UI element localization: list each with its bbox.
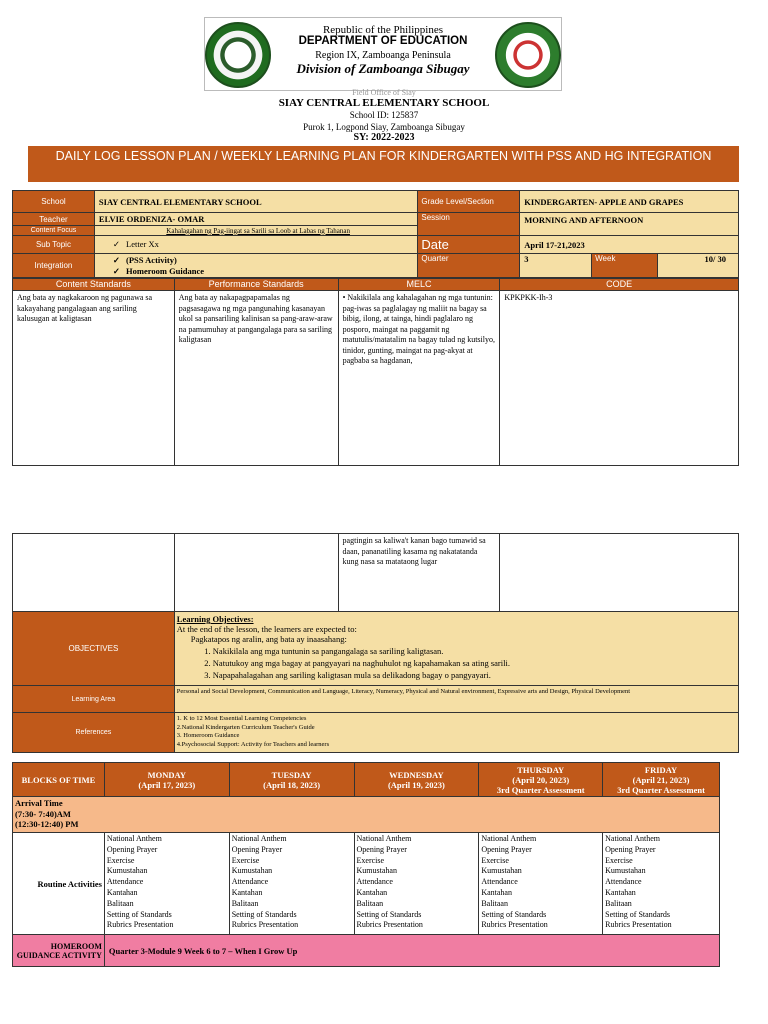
objective-item: 1. Nakikilala ang mga tuntunin sa pangangalaga sa sariling kaligtasan. [213, 646, 736, 656]
objectives-intro: At the end of the lesson, the learners are expected to: [176, 624, 357, 634]
week-label: Week [592, 254, 658, 278]
objectives-title: Learning Objectives: [176, 614, 254, 624]
teacher-value: ELVIE ORDENIZA- OMAR [94, 213, 417, 226]
routine-item: Opening Prayer [106, 844, 158, 854]
objectives-label: OBJECTIVES [13, 612, 175, 686]
routine-item: Exercise [605, 855, 633, 865]
objective-item: 3. Napapahalagahan ang sariling kaligtasan mula sa delikadong bagay o pangyayari. [213, 670, 736, 680]
day-header-monday: MONDAY (April 17, 2023) [104, 763, 229, 797]
routine-item: Kantahan [356, 887, 388, 897]
routine-item: Kumustahan [481, 866, 522, 876]
schedule-table [12, 762, 720, 967]
routine-item: Rubrics Presentation [481, 920, 548, 930]
routine-item: Setting of Standards [605, 909, 671, 919]
content-focus-value: Kahalagahan ng Pag-iingat sa Sarili sa Loob at Labas ng Tahanan [94, 226, 417, 236]
routine-item: Kumustahan [605, 866, 646, 876]
info-table [12, 190, 739, 278]
homeroom-guidance-label: HOMEROOM GUIDANCE ACTIVITY [13, 935, 105, 967]
standards-table [12, 278, 739, 466]
routine-item: Attendance [106, 877, 144, 887]
routine-item: Rubrics Presentation [605, 920, 672, 930]
reference-item: 4.Psychosocial Support: Activity for Teachers and learners [176, 740, 330, 748]
routine-item: Setting of Standards [231, 909, 297, 919]
routine-item: Attendance [605, 877, 642, 887]
routine-item: Kantahan [231, 887, 263, 897]
routine-item: Setting of Standards [356, 909, 422, 919]
integration-label: Integration [13, 254, 95, 278]
routine-item: Exercise [356, 855, 385, 865]
routine-item: Kantahan [481, 887, 512, 897]
date-label: Date [418, 236, 520, 254]
routine-item: Kumustahan [356, 866, 397, 876]
letterhead [204, 17, 562, 91]
content-focus-label: Content Focus [13, 226, 95, 236]
grade-label: Grade Level/Section [418, 191, 520, 213]
continuation-table [12, 533, 739, 753]
objectives-sub: Pagkatapos ng aralin, ang bata ay inaasahang: [190, 634, 347, 644]
routine-item: Kumustahan [231, 866, 273, 876]
session-value: MORNING AND AFTERNOON [520, 213, 739, 236]
routine-item: Balitaan [605, 898, 632, 908]
learning-area-label: Learning Area [13, 686, 175, 713]
session-label: Session [418, 213, 520, 236]
content-standards-text: Ang bata ay nagkakaroon ng pagunawa sa kakayahang pangalagaan ang sariling kalusugan at kaligtasan [13, 291, 175, 466]
deped-seal-icon [205, 22, 271, 88]
subtopic-value: ✓ Letter Xx [113, 239, 417, 250]
quarter-label: Quarter [418, 254, 520, 278]
code-text: KPKPKK-Ih-3 [500, 291, 739, 466]
routine-list-friday [603, 833, 720, 935]
homeroom-guidance-value: Quarter 3-Module 9 Week 6 to 7 – When I Grow Up [104, 935, 719, 967]
routine-item: Balitaan [481, 898, 508, 908]
routine-item: Setting of Standards [106, 909, 172, 919]
letterhead-republic: Republic of the Philippines [322, 24, 444, 36]
routine-list-wednesday [354, 833, 479, 935]
blocks-of-time-header: BLOCKS OF TIME [13, 763, 105, 797]
date-value: April 17-21,2023 [520, 236, 739, 254]
reference-item: 3. Homeroom Guidance [176, 732, 240, 739]
routine-item: Attendance [481, 877, 518, 887]
routine-item: Rubrics Presentation [231, 920, 299, 930]
learning-area-value: Personal and Social Development, Communication and Language, Literacy, Numeracy, Physical and Natural environment, Expressive arts and Design, Physical Development [174, 686, 738, 713]
routine-item: Kumustahan [106, 866, 148, 876]
performance-standards-header: Performance Standards [174, 279, 338, 291]
objectives-cell [174, 612, 738, 686]
routine-item: Exercise [231, 855, 260, 865]
division-seal-icon [495, 22, 561, 88]
objective-item: 2. Natutukoy ang mga bagay at pangyayari na naghuhulot ng kapahamakan sa ating sarili. [213, 658, 736, 668]
letterhead-region: Region IX, Zamboanga Peninsula [315, 50, 451, 61]
melc-header: MELC [338, 279, 500, 291]
school-year: SY: 2022-2023 [353, 132, 415, 143]
routine-activities-label: Routine Activities [13, 833, 105, 935]
routine-item: Attendance [356, 877, 393, 887]
routine-item: Kantahan [605, 887, 636, 897]
day-header-tuesday: TUESDAY (April 18, 2023) [229, 763, 354, 797]
routine-item: Attendance [231, 877, 269, 887]
plan-title-banner: DAILY LOG LESSON PLAN / WEEKLY LEARNING PLAN FOR KINDERGARTEN WITH PSS AND HG INTEGRATION [28, 146, 739, 182]
routine-item: National Anthem [231, 834, 287, 843]
subtopic-label: Sub Topic [13, 236, 95, 254]
melc-text: • Nakikilala ang kahalagahan ng mga tuntunin: pag-iwas sa paglalagay ng maliit na bagay sa bibig, ilong, at tainga, hindi paglalaro ng posporo, maingat na paggamit ng matutulis/matatalim na bagay tulad ng kutsilyo, tinidor, gunting, maingat na pag-akyat at pagbaba sa hagdanan, [338, 291, 500, 466]
routine-item: Rubrics Presentation [356, 920, 423, 930]
letterhead-division: Division of Zamboanga Sibugay [296, 61, 470, 76]
school-address: Purok 1, Logpond Siay, Zamboanga Sibugay [303, 122, 465, 132]
routine-item: National Anthem [356, 834, 412, 843]
routine-list-monday [104, 833, 229, 935]
references-label: References [13, 713, 175, 753]
integration-hg: ✓ Homeroom Guidance [113, 266, 417, 277]
routine-item: Opening Prayer [231, 844, 283, 854]
routine-item: Rubrics Presentation [106, 920, 174, 930]
day-header-thursday: THURSDAY (April 20, 2023) 3rd Quarter Assessment [479, 763, 603, 797]
routine-item: Balitaan [356, 898, 384, 908]
routine-list-tuesday [229, 833, 354, 935]
integration-pss: ✓ (PSS Activity) [113, 255, 417, 266]
school-label: School [13, 191, 95, 213]
routine-item: National Anthem [106, 834, 162, 843]
week-value: 10/ 30 [658, 254, 739, 278]
faded-office-text: Field Office of Siay [352, 88, 416, 97]
routine-list-thursday [479, 833, 603, 935]
routine-item: Opening Prayer [356, 844, 407, 854]
grade-value: KINDERGARTEN- APPLE AND GRAPES [520, 191, 739, 213]
routine-item: Setting of Standards [481, 909, 547, 919]
day-header-wednesday: WEDNESDAY (April 19, 2023) [354, 763, 479, 797]
references-cell [174, 713, 738, 753]
reference-item: 2.National Kindergarten Curriculum Teacher's Guide [176, 723, 315, 731]
school-value: SIAY CENTRAL ELEMENTARY SCHOOL [94, 191, 417, 213]
routine-item: Balitaan [106, 898, 134, 908]
day-header-friday: FRIDAY (April 21, 2023) 3rd Quarter Assessment [603, 763, 720, 797]
reference-item: 1. K to 12 Most Essential Learning Competencies [176, 715, 307, 722]
routine-item: National Anthem [481, 834, 537, 843]
routine-item: Kantahan [106, 887, 138, 897]
teacher-label: Teacher [13, 213, 95, 226]
letterhead-department: DEPARTMENT OF EDUCATION [298, 35, 468, 47]
school-name: SIAY CENTRAL ELEMENTARY SCHOOL [278, 97, 490, 109]
quarter-value: 3 [520, 254, 592, 278]
routine-item: Opening Prayer [605, 844, 656, 854]
performance-standards-text: Ang bata ay nakapagpapamalas ng pagsasagawa ng mga pangunahing kasanayan ukol sa pansariling kalinisan sa pang-araw-araw na pamumuhay at pangangalaga para sa sariling kaligtasan [174, 291, 338, 466]
content-standards-header: Content Standards [13, 279, 175, 291]
routine-item: Balitaan [231, 898, 259, 908]
routine-item: Exercise [106, 855, 135, 865]
melc-continued-text: pagtingin sa kaliwa't kanan bago tumawid sa daan, pananatiling kasama ng nakatatanda kung nasa sa matataong lugar [338, 534, 500, 612]
school-id: School ID: 125837 [349, 110, 419, 120]
code-header: CODE [500, 279, 739, 291]
routine-item: Opening Prayer [481, 844, 532, 854]
routine-item: National Anthem [605, 834, 661, 843]
arrival-time-row: Arrival Time (7:30- 7:40)AM (12:30-12:40) PM [13, 797, 720, 833]
routine-item: Exercise [481, 855, 509, 865]
